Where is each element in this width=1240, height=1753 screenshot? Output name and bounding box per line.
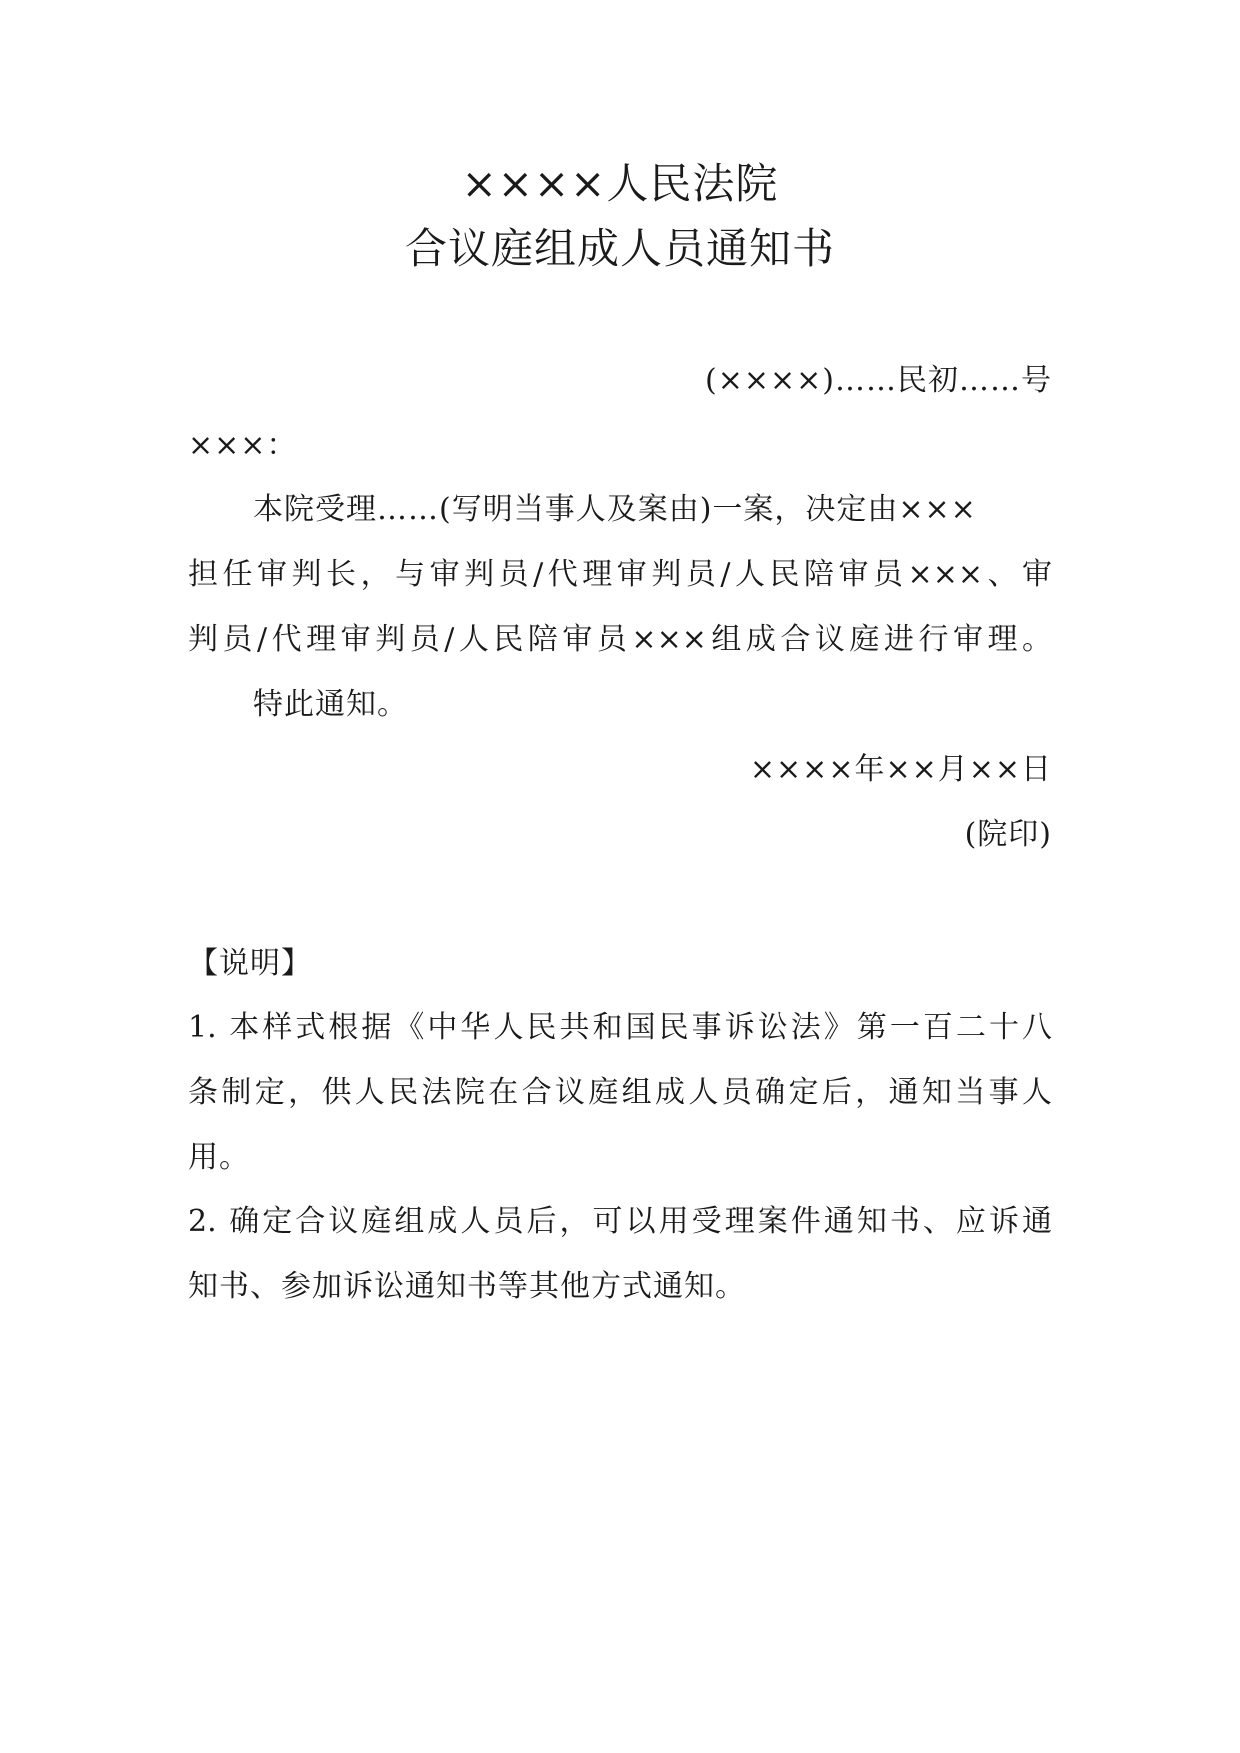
note-text-line: 2. 确定合议庭组成人员后，可以用受理案件通知书、应诉通 <box>188 1204 1052 1239</box>
court-seal-label: (院印) <box>964 817 1052 852</box>
signature-date: ××××年××月××日 <box>749 752 1052 787</box>
body-text-line: 判员/代理审判员/人民陪审员×××组成合议庭进行审理。 <box>188 622 1052 657</box>
document-title: 合议庭组成人员通知书 <box>404 224 835 273</box>
note-text-line: 用。 <box>188 1140 250 1175</box>
closing-text: 特此通知。 <box>253 687 408 722</box>
notes-heading: 【说明】 <box>188 946 312 981</box>
body-text-line: 担任审判长，与审判员/代理审判员/人民陪审员×××、审 <box>188 557 1052 592</box>
addressee: ×××： <box>188 428 298 463</box>
note-text-line: 条制定，供人民法院在合议庭组成人员确定后，通知当事人 <box>188 1075 1052 1110</box>
body-text-line: 本院受理……(写明当事人及案由)一案，决定由××× <box>253 492 977 527</box>
case-number: (××××)……民初……号 <box>705 363 1052 398</box>
note-text-line: 1. 本样式根据《中华人民共和国民事诉讼法》第一百二十八 <box>188 1010 1052 1045</box>
court-name: ××××人民法院 <box>461 159 779 208</box>
note-text-line: 知书、参加诉讼通知书等其他方式通知。 <box>188 1269 746 1304</box>
